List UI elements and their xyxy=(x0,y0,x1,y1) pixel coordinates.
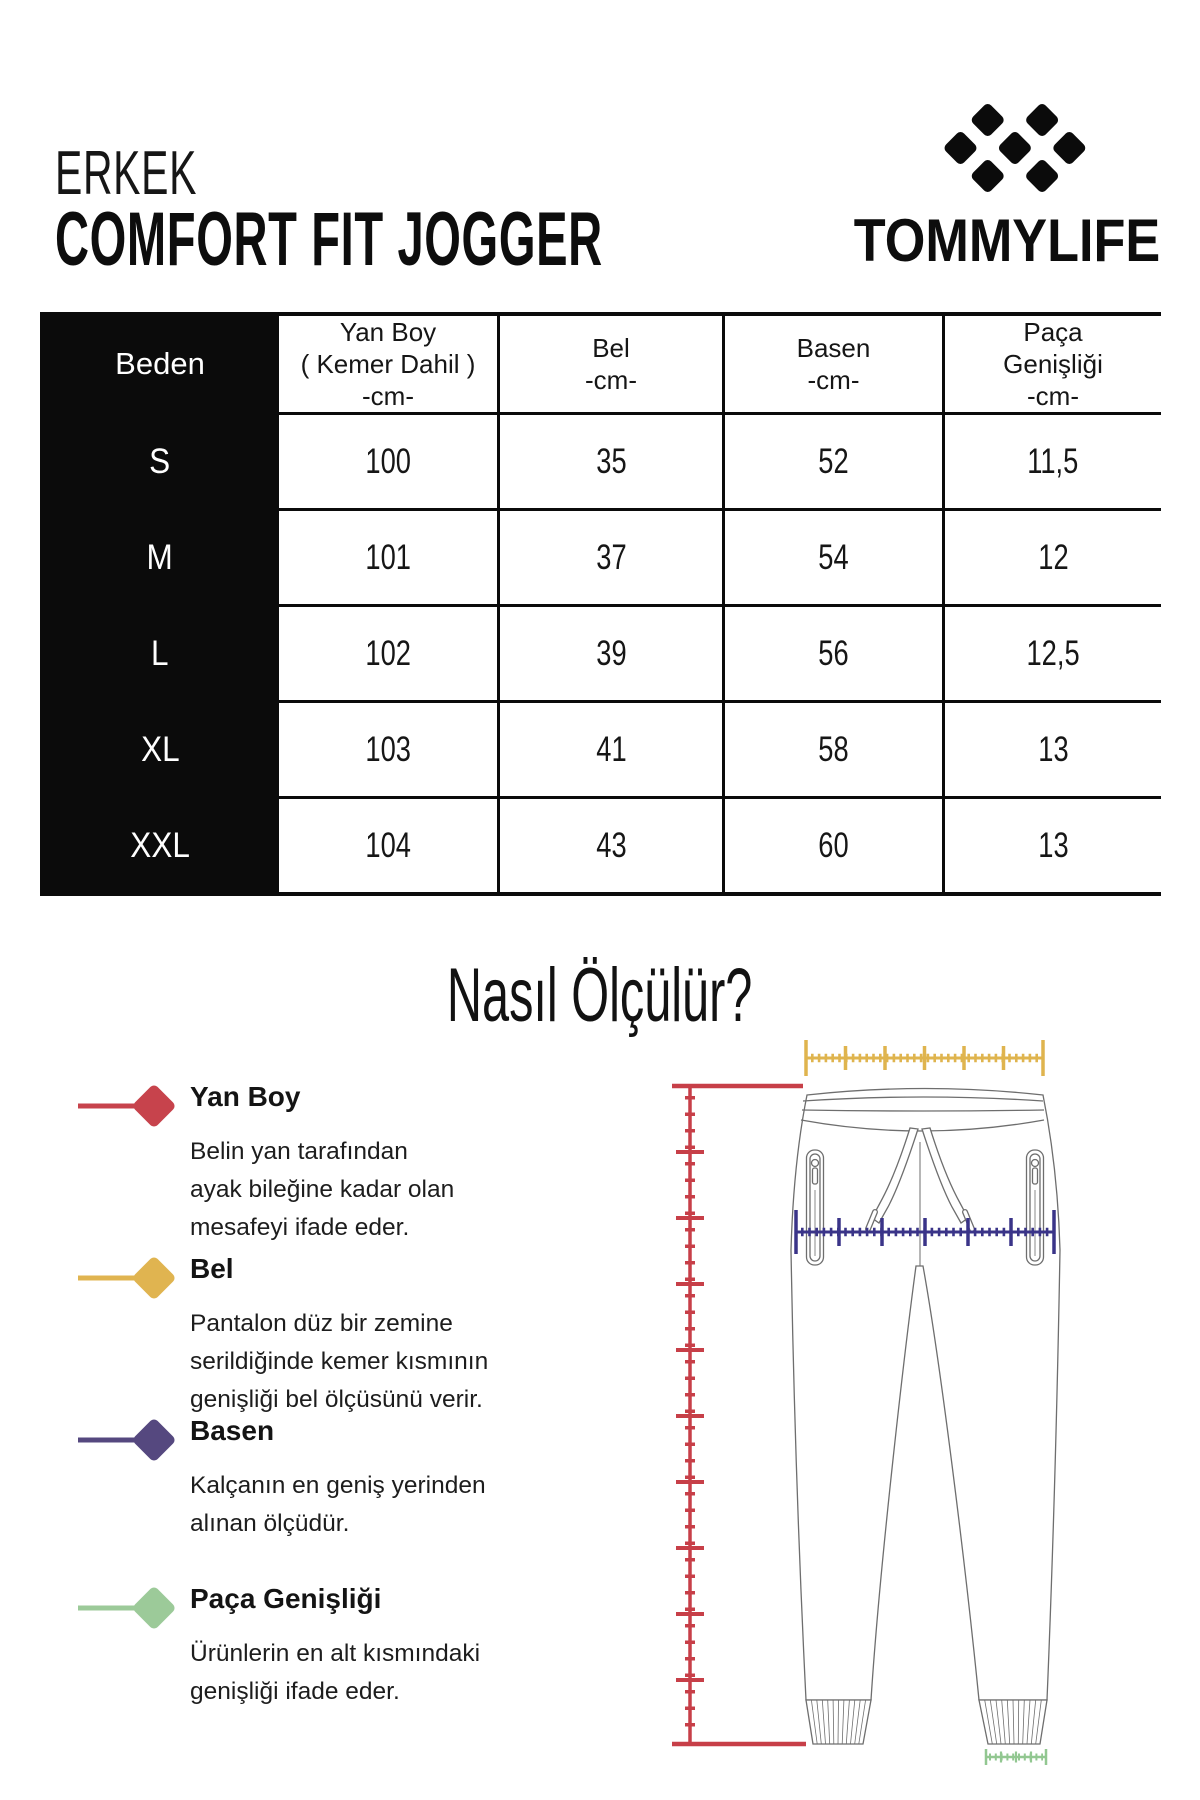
measurement-value: 102 xyxy=(365,633,411,673)
table-cell xyxy=(500,799,722,892)
col-header-basen: Basen -cm- xyxy=(725,316,942,412)
table-cell xyxy=(725,511,942,604)
measurement-value: 101 xyxy=(365,537,411,577)
col-header-bel: Bel -cm- xyxy=(500,316,722,412)
table-cell xyxy=(500,511,722,604)
size-table xyxy=(40,312,1161,896)
measurement-value: 43 xyxy=(595,825,627,865)
table-cell xyxy=(500,607,722,700)
measurement-value: 12 xyxy=(1037,537,1069,577)
legend-item-title: Basen xyxy=(190,1415,275,1446)
measurement-value: 54 xyxy=(818,537,849,577)
table-cell xyxy=(725,799,942,892)
measurement-value: 11,5 xyxy=(1027,441,1079,481)
measurement-value: 100 xyxy=(365,441,411,481)
size-row-label: S xyxy=(44,415,276,508)
brand-name: TOMMYLIFE xyxy=(853,207,1160,274)
table-cell xyxy=(279,511,497,604)
measurement-value: 58 xyxy=(818,729,849,769)
table-cell xyxy=(945,607,1161,700)
jogger-diagram xyxy=(640,1030,1200,1798)
table-cell xyxy=(725,607,942,700)
size-row-label: XXL xyxy=(44,799,276,892)
legend-item-paca-genisligi xyxy=(0,1582,560,1711)
yan-boy-ruler xyxy=(672,1086,806,1744)
legend-item-desc: Ürünlerin en alt kısmındaki genişliği ifade eder. xyxy=(190,1640,481,1705)
size-row-label: M xyxy=(44,511,276,604)
table-cell xyxy=(945,799,1161,892)
size-column-header: Beden xyxy=(44,316,276,412)
table-cell xyxy=(279,799,497,892)
measurement-value: 60 xyxy=(818,825,849,865)
product-title: COMFORT FIT JOGGER xyxy=(55,197,603,282)
basen-diamond-icon xyxy=(76,1408,180,1472)
measurement-value: 13 xyxy=(1037,729,1069,769)
table-cell xyxy=(945,415,1161,508)
bel-ruler xyxy=(806,1040,1043,1076)
legend-item-title: Paça Genişliği xyxy=(190,1583,382,1614)
legend-item-bel xyxy=(0,1252,560,1419)
table-cell xyxy=(945,703,1161,796)
measurement-value: 13 xyxy=(1037,825,1069,865)
measurement-value: 56 xyxy=(818,633,849,673)
table-cell xyxy=(945,511,1161,604)
measurement-value: 104 xyxy=(365,825,411,865)
gender-label: ERKEK xyxy=(55,139,198,208)
table-cell xyxy=(279,415,497,508)
paca-diamond-icon xyxy=(76,1576,180,1640)
legend-item-desc: Belin yan tarafından ayak bileğine kadar olan mesafeyi ifade eder. xyxy=(190,1138,455,1241)
measurement-value: 52 xyxy=(818,441,849,481)
legend-item-title: Bel xyxy=(190,1253,234,1284)
table-cell xyxy=(279,607,497,700)
table-cell xyxy=(279,703,497,796)
measurement-value: 12,5 xyxy=(1026,633,1080,673)
legend-item-basen xyxy=(0,1414,560,1543)
legend-item-title: Yan Boy xyxy=(190,1081,301,1112)
table-cell xyxy=(500,415,722,508)
col-header-yan-boy: Yan Boy ( Kemer Dahil ) -cm- xyxy=(279,316,497,412)
paca-ruler xyxy=(986,1749,1046,1765)
table-cell xyxy=(725,703,942,796)
legend-item-desc: Kalçanın en geniş yerinden alınan ölçüdür. xyxy=(190,1472,486,1537)
tommylife-logo-icon xyxy=(940,100,1090,196)
legend-item-yan-boy xyxy=(0,1080,560,1247)
how-to-measure-title: Nasıl Ölçülür? xyxy=(447,953,753,1038)
table-cell xyxy=(725,415,942,508)
measurement-value: 37 xyxy=(595,537,627,577)
measurement-value: 39 xyxy=(595,633,627,673)
yan-boy-diamond-icon xyxy=(76,1074,180,1138)
col-header-paca-genisligi: Paça Genişliği -cm- xyxy=(945,316,1161,412)
measurement-value: 103 xyxy=(365,729,411,769)
measurement-value: 35 xyxy=(595,441,627,481)
legend-item-desc: Pantalon düz bir zemine serildiğinde kemer kısmının genişliği bel ölçüsünü verir. xyxy=(190,1310,489,1413)
table-cell xyxy=(500,703,722,796)
size-row-label: XL xyxy=(44,703,276,796)
bel-diamond-icon xyxy=(76,1246,180,1310)
jogger-outline-icon xyxy=(791,1089,1060,1745)
size-row-label: L xyxy=(44,607,276,700)
measurement-value: 41 xyxy=(595,729,627,769)
